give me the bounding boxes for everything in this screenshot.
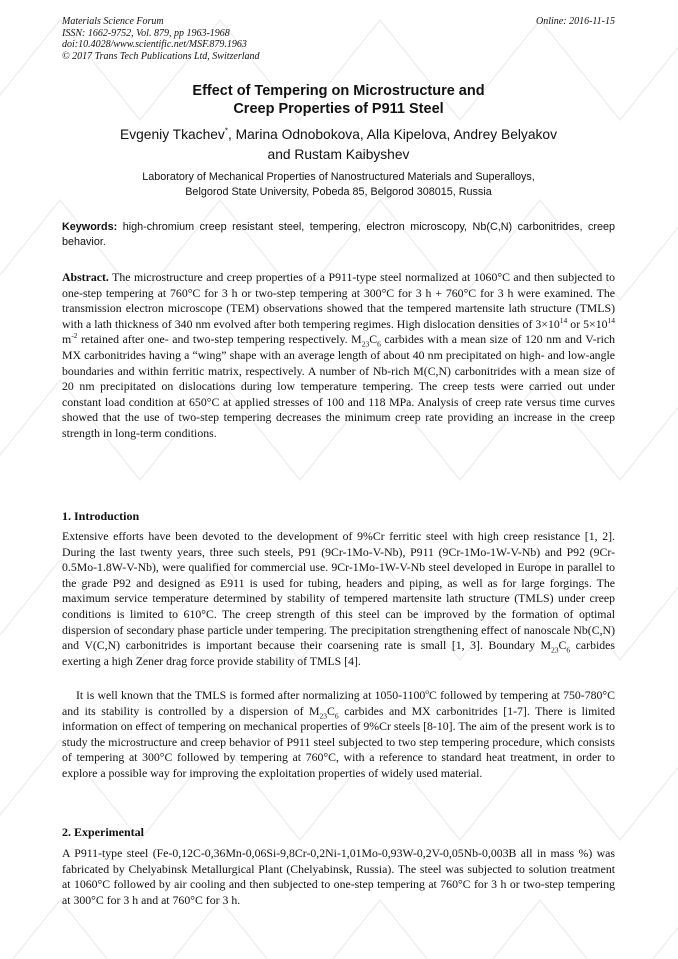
paragraph-text: carbides and MX carbonitrides [1-7]. There is limited information on effect of tempering on mechanical properties of 9%Cr steels [8-10]. The aim of the present work is to study the microstructure and creep behavior of P911 steel subjected to two step tempering procedure, which consists of tempering at 300°C followed by tempering at 760°C, with a reference to standard heat treatment, in order to explore a possible way for improving the exploitation properties of widely used material. bbox=[62, 703, 615, 780]
paragraph-text: C bbox=[558, 638, 567, 653]
subscript: 6 bbox=[566, 645, 571, 655]
abstract-text: m bbox=[62, 332, 72, 347]
paragraph-text: Extensive efforts have been devoted to the development of 9%Cr ferritic steel with high creep resistance [1, 2]. During the last twenty years, three such steels, P91 (9Cr-1Mo-V-Nb), P911 (9Cr-1Mo-1W-V-Nb) and P92 (9Cr-0.5Mo-1.8W-V-Nb), were qualified for commercial use. 9Cr-1Mo-1W-V-Nb steel developed in Europe in parallel to the grade P92 and designed as E911 is used for tubing, headers and piping, as well as for large forgings. The maximum service temperature determined by stability of tempered martensite lath structure (TMLS) under creep conditions is limited to 610°C. The creep strength of this steel can be improved by the formation of optimal dispersion of secondary phase particle under tempering. The precipitation strengthening effect of nanoscale Nb(C,N) and V(C,N) carbonitrides is important because their coarsening rate is small [1, 3]. Boundary M bbox=[62, 529, 615, 653]
abstract-text: retained after one- and two-step tempering respectively. M bbox=[77, 332, 362, 347]
paper-title bbox=[62, 82, 615, 118]
abstract-text: or 5×10 bbox=[567, 316, 608, 331]
doi-line: doi:10.4028/www.scientific.net/MSF.879.1963 bbox=[62, 39, 247, 50]
author-names: , Marina Odnobokova, Alla Kipelova, Andrey Belyakov bbox=[227, 127, 557, 142]
abstract bbox=[62, 270, 615, 442]
section-heading-introduction: 1. Introduction bbox=[62, 509, 140, 523]
superscript: o bbox=[425, 687, 430, 697]
abstract-text: C bbox=[369, 332, 378, 347]
affiliation bbox=[62, 170, 615, 199]
abstract-text: The microstructure and creep properties of a P911-type steel normalized at 1060°C and then subjected to one-step tempering at 760°C for 3 h or two-step tempering at 300°C for 3 h + 760°C for 3 h were examined. The transmission electron microscope (TEM) observations showed that the tempered martensite lath structure (TMLS) with a lath thickness of 340 nm evolved after both tempering regimes. High dislocation densities of 3×10 bbox=[62, 270, 615, 331]
paragraph-text: C followed by tempering at 750-780°C and its stability is controlled by a dispersion of M bbox=[62, 688, 615, 718]
intro-paragraph-2 bbox=[62, 688, 615, 782]
author-list bbox=[62, 125, 615, 165]
affiliation-line-2: Belgorod State University, Pobeda 85, Belgorod 308015, Russia bbox=[185, 185, 492, 198]
intro-paragraph-1 bbox=[62, 529, 615, 669]
author-line-1 bbox=[62, 125, 615, 145]
copyright-line: © 2017 Trans Tech Publications Ltd, Switzerland bbox=[62, 50, 260, 62]
author-name: Evgeniy Tkachev bbox=[120, 127, 225, 142]
title-line-1: Effect of Tempering on Microstructure and bbox=[192, 83, 485, 99]
exponent: 14 bbox=[607, 315, 616, 325]
subscript: 6 bbox=[334, 710, 339, 720]
author-line-2: and Rustam Kaibyshev bbox=[267, 147, 410, 162]
keywords-label: Keywords: bbox=[62, 221, 118, 233]
keywords-text: high-chromium creep resistant steel, tempering, electron microscopy, Nb(C,N) carbonitrides, creep behavior. bbox=[62, 221, 615, 248]
section-heading-experimental: 2. Experimental bbox=[62, 825, 144, 839]
paragraph-text: C bbox=[327, 703, 335, 718]
exponent: 14 bbox=[559, 315, 568, 325]
title-line-2: Creep Properties of P911 Steel bbox=[233, 101, 444, 117]
subscript: 23 bbox=[361, 339, 370, 349]
online-date: Online: 2016-11-15 bbox=[536, 16, 615, 27]
abstract-text: carbides with a mean size of 120 nm and V-rich MX carbonitrides having a “wing” shape with an average length of about 40 nm precipitated on high- and low-angle boundaries and within ferritic matrix, respectively. A number of Nb-rich M(C,N) carbonitrides with a mean size of 20 nm precipitated on dislocations during low temperature tempering. The creep tests were carried out under constant load condition at 650°C at applied stresses of 100 and 118 MPa. Analysis of creep rate versus time curves showed that the use of two-step tempering decreases the minimum creep rate providing an increase in the creep strength in long-term conditions. bbox=[62, 332, 615, 440]
header-citation bbox=[62, 16, 260, 62]
subscript: 6 bbox=[377, 339, 381, 349]
experimental-paragraph-1: A P911-type steel (Fe-0,12C-0,36Mn-0,06Si-9,8Cr-0,2Ni-1,01Mo-0,93W-0,2V-0,05Nb-0,003B all in mass %) was fabricated by Chelyabinsk Metallurgical Plant (Chelyabinsk, Russia). The steel was subjected to solution treatment at 1060°C followed by air cooling and then subjected to one-step tempering at 760°C for 3 h or two-step tempering at 300°C for 3 h and at 760°C for 3 h. bbox=[62, 846, 615, 907]
keywords bbox=[62, 220, 615, 249]
abstract-label: Abstract. bbox=[62, 270, 109, 284]
paragraph-text: It is well known that the TMLS is formed after normalizing at 1050-1100 bbox=[76, 688, 426, 702]
affiliation-line-1: Laboratory of Mechanical Properties of Nanostructured Materials and Superalloys, bbox=[142, 171, 535, 183]
paragraph-text: carbides exerting a high Zener drag force provide stability of TMLS [4]. bbox=[62, 638, 615, 668]
journal-name: Materials Science Forum bbox=[62, 16, 164, 27]
subscript: 23 bbox=[319, 710, 328, 720]
corresponding-mark: * bbox=[224, 126, 228, 136]
issn-line: ISSN: 1662-9752, Vol. 879, pp 1963-1968 bbox=[62, 27, 230, 39]
exponent: -2 bbox=[71, 331, 78, 341]
subscript: 23 bbox=[551, 645, 559, 655]
